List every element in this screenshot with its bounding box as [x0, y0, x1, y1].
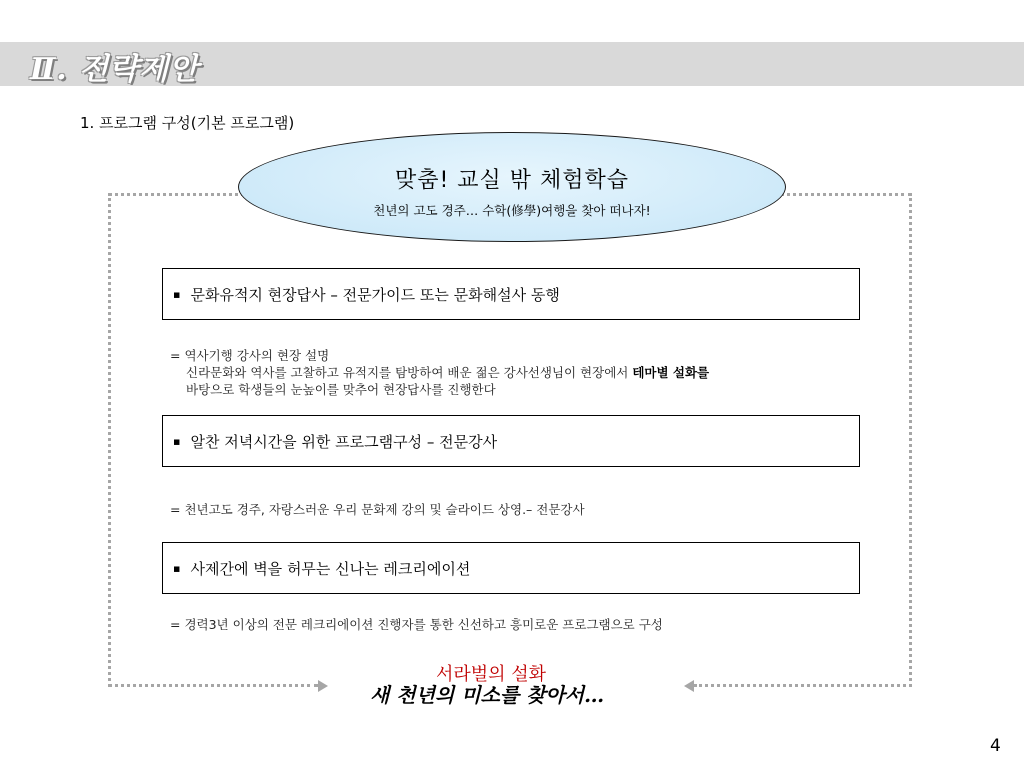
footer-slogan: 새 천년의 미소를 찾아서… — [370, 683, 605, 707]
note-emphasis: 테마별 설화를 — [632, 365, 710, 380]
title-ellipse — [238, 132, 786, 242]
program-note-3 — [170, 616, 663, 633]
program-label: 사제간에 벽을 허무는 신나는 레크리에이션 — [190, 559, 471, 578]
program-label: 알찬 저녁시간을 위한 프로그램구성 – 전문강사 — [190, 432, 498, 451]
bullet-icon: ▪ — [173, 561, 181, 575]
ellipse-title: 맞춤! 교실 밖 체험학습 — [394, 168, 630, 193]
page-number: 4 — [990, 736, 1001, 756]
arrow-right-icon — [318, 680, 328, 692]
program-note-1 — [170, 347, 709, 398]
bottom-dotted-line-left — [108, 684, 318, 687]
arrow-left-icon — [684, 680, 694, 692]
program-box-2 — [162, 415, 860, 467]
slide-title: Ⅱ. 전략제안 — [30, 52, 200, 87]
section-heading: 1. 프로그램 구성(기본 프로그램) — [80, 114, 295, 132]
bullet-icon: ▪ — [173, 434, 181, 448]
program-box-3 — [162, 542, 860, 594]
note-text: 신라문화와 역사를 고찰하고 유적지를 탐방하여 배운 젊은 강사선생님이 현장에서 — [186, 365, 633, 380]
program-note-2 — [170, 501, 585, 518]
program-label: 문화유적지 현장답사 – 전문가이드 또는 문화해설사 동행 — [190, 285, 560, 304]
program-box-1 — [162, 268, 860, 320]
footer-red-caption: 서라벌의 설화 — [436, 664, 547, 685]
note-line: 바탕으로 학생들의 눈높이를 맞추어 현장답사를 진행한다 — [186, 382, 496, 397]
ellipse-subtitle: 천년의 고도 경주… 수학(修學)여행을 찾아 떠나자! — [373, 203, 651, 218]
note-line — [170, 364, 709, 381]
note-line: = 역사기행 강사의 현장 설명 — [170, 348, 330, 363]
note-line: = 경력3년 이상의 전문 레크리에이션 진행자를 통한 신선하고 흥미로운 프로그램으로 구성 — [170, 617, 663, 632]
bullet-icon: ▪ — [173, 287, 181, 301]
note-line: = 천년고도 경주, 자랑스러운 우리 문화제 강의 및 슬라이드 상영.– 전문강사 — [170, 502, 585, 517]
bottom-dotted-line-right — [694, 684, 912, 687]
